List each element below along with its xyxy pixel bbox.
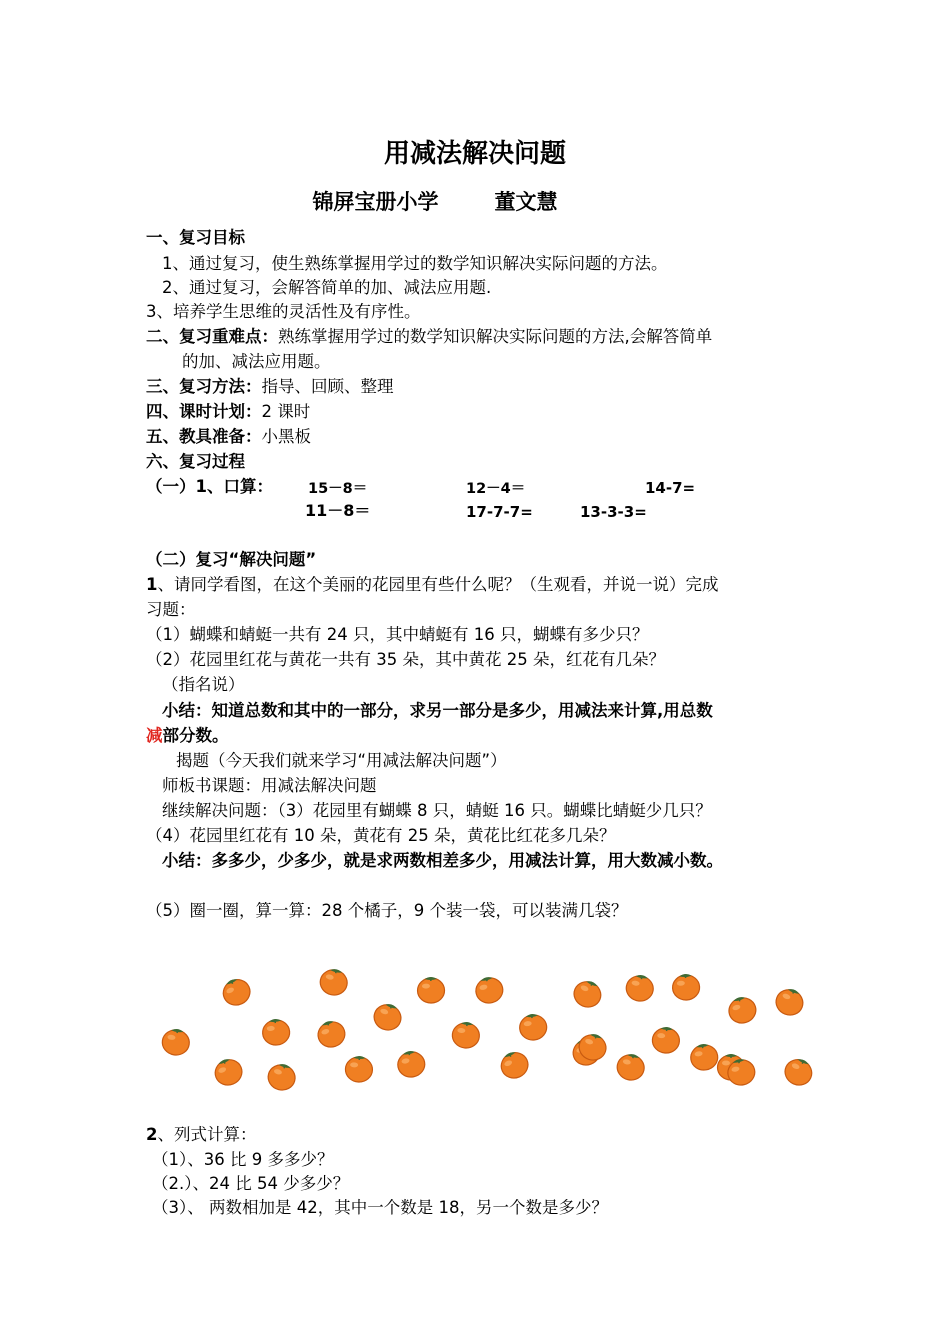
orange-icon — [774, 985, 806, 1017]
goal-1: 1、通过复习，使生熟练掌握用学过的数学知识解决实际问题的方法。 — [162, 254, 668, 273]
section6-heading: 六、复习过程 — [146, 452, 245, 471]
page-title: 用减法解决问题 — [383, 139, 566, 169]
problem-3: 继续解决问题：（3）花园里有蝴蝶 8 只，蜻蜓 16 只。蝴蝶比蜻蜓少几只？ — [162, 801, 712, 820]
part3-heading — [146, 1124, 256, 1146]
section3-heading: 三、复习方法： — [146, 377, 262, 396]
oral-expr-2: 12－4＝ — [466, 481, 526, 497]
orange-icon — [572, 977, 604, 1009]
oral-expr-5: 17-7-7= — [466, 503, 533, 521]
calc-3: （3）、 两数相加是 42，其中一个数是 18，另一个数是多少？ — [152, 1198, 608, 1217]
oral-expr-1: 15－8＝ — [308, 481, 368, 497]
orange-icon — [212, 1055, 244, 1087]
orange-icon — [624, 971, 656, 1003]
section2-heading: 二、复习重难点： — [146, 327, 278, 346]
orange-icon — [343, 1052, 375, 1084]
goal-3: 3、培养学生思维的灵活性及有序性。 — [146, 302, 421, 321]
orange-icon — [260, 1015, 292, 1047]
orange-icon — [160, 1025, 192, 1057]
summary1-red-word: 减 — [146, 726, 163, 745]
problem-5: （5）圈一圈，算一算：28 个橘子，9 个装一袋，可以装满几袋？ — [146, 901, 628, 920]
part3-title: 、列式计算： — [157, 1125, 257, 1144]
section3-text: 指导、回顾、整理 — [261, 377, 394, 396]
section4-heading: 四、课时计划： — [146, 402, 262, 421]
oranges-illustration — [150, 955, 820, 1105]
section4 — [146, 401, 310, 423]
orange-icon — [650, 1023, 682, 1055]
section5 — [146, 426, 311, 448]
q1-line2: 习题： — [146, 600, 196, 619]
oral-expr-3: 14-7= — [645, 479, 696, 497]
teacher-name: 董文慧 — [494, 190, 558, 214]
section5-text: 小黑板 — [261, 427, 311, 446]
section3 — [146, 376, 394, 398]
section1-heading: 一、复习目标 — [146, 228, 245, 247]
orange-icon — [498, 1048, 530, 1080]
orange-icon — [726, 993, 758, 1025]
orange-icon — [318, 965, 350, 997]
summary1-line1: 小结：知道总数和其中的一部分，求另一部分是多少，用减法来计算,用总数 — [162, 701, 713, 720]
oral-expr-4: 11－8＝ — [305, 501, 371, 520]
orange-icon — [315, 1017, 347, 1049]
orange-icon — [473, 973, 505, 1005]
oral-expr-6: 13-3-3= — [580, 503, 647, 521]
orange-icon — [220, 975, 252, 1007]
section5-heading: 五、教具准备： — [146, 427, 262, 446]
section2-text2: 的加、减法应用题。 — [182, 352, 331, 371]
part2-heading: （二）复习“解决问题” — [146, 550, 317, 569]
section2-text1: 熟练掌握用学过的数学知识解决实际问题的方法,会解答简单 — [278, 327, 713, 346]
orange-icon — [266, 1060, 298, 1092]
orange-icon — [517, 1010, 549, 1042]
summary2: 小结：多多少，少多少，就是求两数相差多少，用减法计算，用大数减小数。 — [162, 851, 723, 870]
oral-label: （一）1、口算： — [146, 477, 273, 496]
orange-icon — [670, 970, 702, 1002]
author-line — [0, 188, 870, 216]
section4-text: 2 课时 — [261, 402, 311, 421]
orange-icon — [395, 1047, 427, 1079]
calc-1: （1）、36 比 9 多多少？ — [152, 1150, 334, 1169]
problem-2: （2）花园里红花与黄花一共有 35 朵，其中黄花 25 朵，红花有几朵？ — [146, 650, 665, 669]
section2-line1 — [146, 326, 712, 348]
problem-1: （1）蝴蝶和蜻蜓一共有 24 只，其中蜻蜓有 16 只，蝴蝶有多少只？ — [146, 625, 649, 644]
goal-2: 2、通过复习，会解答简单的加、减法应用题. — [162, 278, 492, 297]
orange-icon — [783, 1055, 815, 1087]
named-answer: （指名说） — [162, 675, 245, 694]
orange-icon — [415, 973, 447, 1005]
calc-2: （2.）、24 比 54 少多少？ — [152, 1174, 350, 1193]
board-title: 师板书课题：用减法解决问题 — [162, 776, 377, 795]
school-name: 锦屏宝册小学 — [312, 190, 439, 214]
summary1-line2 — [146, 725, 229, 747]
q1-number: 1 — [146, 575, 158, 594]
q1-text: 、请同学看图，在这个美丽的花园里有些什么呢？（生观看，并说一说）完成 — [157, 575, 719, 594]
q1-line1 — [146, 574, 718, 596]
orange-icon — [615, 1050, 647, 1082]
summary1-tail: 部分数。 — [162, 726, 229, 745]
problem-4: （4）花园里红花有 10 朵，黄花有 25 朵，黄花比红花多几朵？ — [146, 826, 616, 845]
orange-icon — [450, 1018, 482, 1050]
part3-number: 2 — [146, 1125, 158, 1144]
orange-icon — [372, 1000, 404, 1032]
orange-icon — [577, 1030, 609, 1062]
reveal-topic: 揭题（今天我们就来学习“用减法解决问题”） — [176, 751, 507, 770]
orange-icon — [725, 1055, 757, 1087]
